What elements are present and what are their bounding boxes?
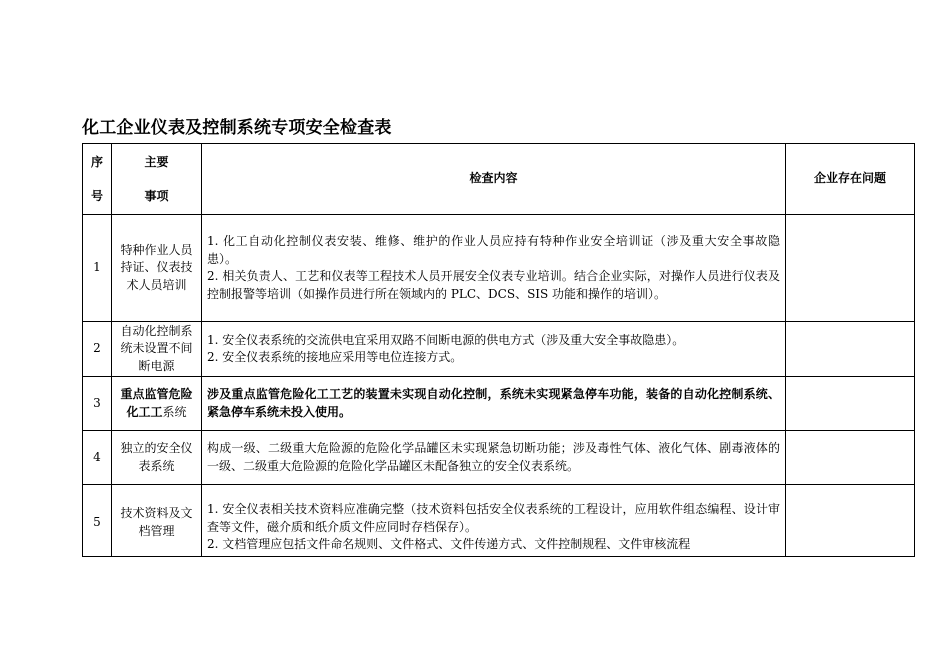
table-row <box>83 431 915 485</box>
page-title: 化工企业仪表及控制系统专项安全检查表 <box>82 118 392 138</box>
table-row <box>83 377 915 431</box>
row-issues[interactable] <box>786 377 915 431</box>
row-item: 自动化控制系统未设置不间断电源 <box>112 322 202 377</box>
row-item: 特种作业人员持证、仪表技术人员培训 <box>112 215 202 322</box>
inspection-table <box>82 143 915 557</box>
row-num: 1 <box>83 215 112 322</box>
header-content: 检查内容 <box>202 144 786 215</box>
header-item: 主要 事项 <box>112 144 202 215</box>
row-content: 涉及重点监管危险化工工艺的装置未实现自动化控制，系统未实现紧急停车功能，装备的自动化控制系统、紧急停车系统未投入使用。 <box>202 377 786 431</box>
row-content: 构成一级、二级重大危险源的危险化学品罐区未实现紧急切断功能；涉及毒性气体、液化气体、剧毒液体的一级、二级重大危险源的危险化学品罐区未配备独立的安全仪表系统。 <box>202 431 786 485</box>
table-header-row <box>83 144 915 215</box>
row-num: 3 <box>83 377 112 431</box>
table-row <box>83 215 915 322</box>
header-issues: 企业存在问题 <box>786 144 915 215</box>
table-row <box>83 485 915 557</box>
row-num: 5 <box>83 485 112 557</box>
row-num: 2 <box>83 322 112 377</box>
row-issues[interactable] <box>786 485 915 557</box>
row-content: 1. 安全仪表相关技术资料应准确完整（技术资料包括安全仪表系统的工程设计，应用软件组态编程、设计审查等文件，磁介质和纸介质文件应同时存档保存）。 2. 文档管理应包括文件命名规则、文件格式、文件传递方式、文件控制规程、文件审核流程 <box>202 485 786 557</box>
table-row <box>83 322 915 377</box>
row-issues[interactable] <box>786 322 915 377</box>
row-content: 1. 化工自动化控制仪表安装、维修、维护的作业人员应持有特种作业安全培训证（涉及重大安全事故隐患）。 2. 相关负责人、工艺和仪表等工程技术人员开展安全仪表专业培训。结合企业实际，对操作人员进行仪表及控制报警等培训（如操作员进行所在领域内的 PLC、DCS、SIS 功能和操作的培训）。 <box>202 215 786 322</box>
row-num: 4 <box>83 431 112 485</box>
row-issues[interactable] <box>786 431 915 485</box>
row-item: 重点监管危险化工工系统 <box>112 377 202 431</box>
row-issues[interactable] <box>786 215 915 322</box>
row-item: 独立的安全仪表系统 <box>112 431 202 485</box>
row-item: 技术资料及文档管理 <box>112 485 202 557</box>
row-content: 1. 安全仪表系统的交流供电宜采用双路不间断电源的供电方式（涉及重大安全事故隐患）。 2. 安全仪表系统的接地应采用等电位连接方式。 <box>202 322 786 377</box>
header-num: 序 号 <box>83 144 112 215</box>
